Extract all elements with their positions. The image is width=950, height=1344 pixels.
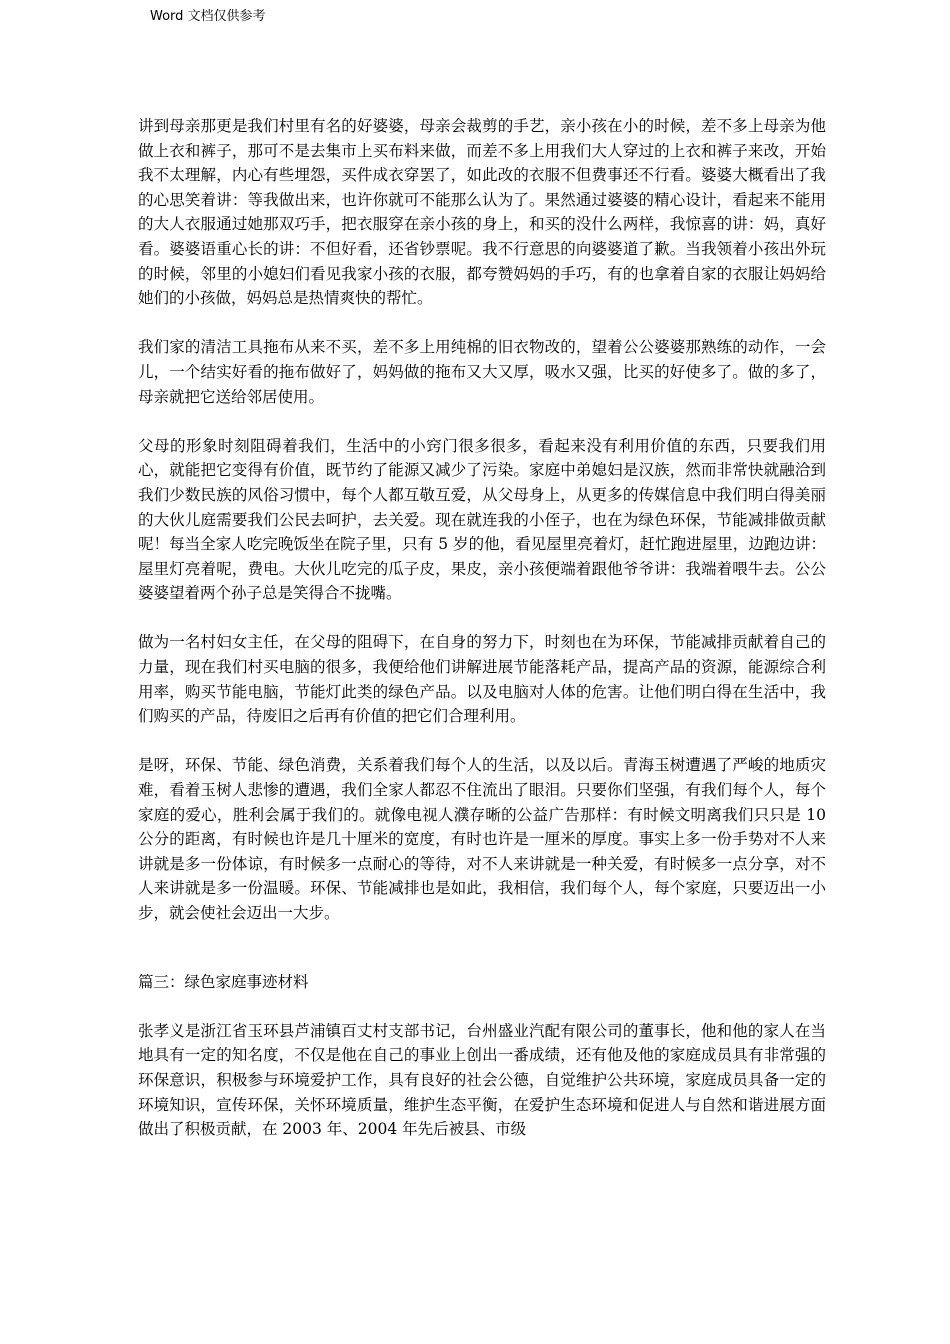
- paragraph-gap: [138, 606, 826, 631]
- paragraph-gap: [138, 994, 826, 1019]
- paragraph-6: 张孝义是浙江省玉环县芦浦镇百丈村支部书记，台州盛业汽配有限公司的董事长，他和他的家人在当地具有一定的知名度，不仅是他在自己的事业上创出一番成绩，还有他及他的家庭成员具有非常强的环保意识，积极参与环境爱护工作，具有良好的社会公德，自觉维护公共环境，家庭成员具备一定的环境知识，宣传环保，关怀环境质量，维护生态平衡，在爱护生态环境和促进人与自然和谐进展方面做出了积极贡献，在 2003 年、2004 年先后被县、市级: [138, 1021, 826, 1139]
- paragraph-5: 是呀，环保、节能、绿色消费，关系着我们每个人的生活，以及以后。青海玉树遭遇了严峻的地质灾难，看着玉树人悲惨的遭遇，我们全家人都忍不住流出了眼泪。只要你们坚强，有我们每个人，每个家庭的爱心，胜利会属于我们的。就像电视人濮存晰的公益广告那样：有时候文明离我们只只是 10 公分的距离，有时候也许是几十厘米的宽度，有时也许是一厘米的厚度。事实上多一份手势对不人来讲就是多一份体谅，有时候多一点耐心的等待，对不人来讲就是一种关爱，有时候多一点分享，对不人来讲就是多一份温暖。环保、节能减排也是如此，我相信，我们每个人，每个家庭，只要迈出一小步，就会使社会迈出一大步。: [138, 756, 826, 922]
- page-header-watermark: Word 文档仅供参考: [150, 9, 266, 24]
- section-title: 篇三：绿色家庭事迹材料: [138, 972, 309, 991]
- paragraph-1: 讲到母亲那更是我们村里有名的好婆婆，母亲会裁剪的手艺，亲小孩在小的时候，差不多上母亲为他做上衣和裤子，那可不是去集市上买布料来做，而差不多上用我们大人穿过的上衣和裤子来改，开始我不太理解，内心有些埋怨，买件成衣穿罢了，如此改的衣服不但费事还不行看。婆婆大概看出了我的心思笑着讲：等我做出来，也许你就可不能那么认为了。果然通过婆婆的精心设计，看起来不能用的大人衣服通过她那双巧手，把衣服穿在亲小孩的身上，和买的没什么两样，我惊喜的讲：妈，真好看。婆婆语重心长的讲：不但好看，还省钞票呢。我不行意思的向婆婆道了歉。当我领着小孩出外玩的时候，邻里的小媳妇们看见我家小孩的衣服，都夸赞妈妈的手巧，有的也拿着自家的衣服让妈妈给她们的小孩做，妈妈总是热情爽快的帮忙。: [138, 117, 826, 308]
- paragraph-4: 做为一名村妇女主任，在父母的阻碍下，在自身的努力下，时刻也在为环保，节能减排贡献着自己的力量，现在我们村买电脑的很多，我便给他们讲解进展节能落耗产品，提高产品的资源，能源综合利用率，购买节能电脑，节能灯此类的绿色产品。以及电脑对人体的危害。让他们明白得在生活中，我们购买的产品，待废旧之后再有价值的把它们合理利用。: [138, 633, 826, 726]
- paragraph-gap: [138, 311, 826, 336]
- paragraph-3: 父母的形象时刻阻碍着我们，生活中的小窍门很多很多，看起来没有利用价值的东西，只要我们用心，就能把它变得有价值，既节约了能源又减少了污染。家庭中弟媳妇是汉族，然而非常快就融洽到我们少数民族的风俗习惯中，每个人都互敬互爱，从父母身上，从更多的传媒信息中我们明白得美丽的大伙儿庭需要我们公民去呵护，去关爱。现在就连我的小侄子，也在为绿色环保，节能减排做贡献呢！每当全家人吃完晚饭坐在院子里，只有 5 岁的他，看见屋里亮着灯，赶忙跑进屋里，边跑边讲：屋里灯亮着呢，费电。大伙儿吃完的瓜子皮，果皮，亲小孩便端着跟他爷爷讲：我端着喂牛去。公公婆婆望着两个孙子总是笑得合不拢嘴。: [138, 436, 826, 603]
- document-body: [138, 114, 826, 1142]
- paragraph-gap: [138, 729, 826, 754]
- section-gap: [138, 926, 826, 970]
- paragraph-gap: [138, 409, 826, 434]
- paragraph-2: 我们家的清洁工具拖布从来不买，差不多上用纯棉的旧衣物改的，望着公公婆婆那熟练的动作，一会儿，一个结实好看的拖布做好了，妈妈做的拖布又大又厚，吸水又强，比买的好使多了。做的多了，母亲就把它送给邻居使用。: [138, 338, 826, 406]
